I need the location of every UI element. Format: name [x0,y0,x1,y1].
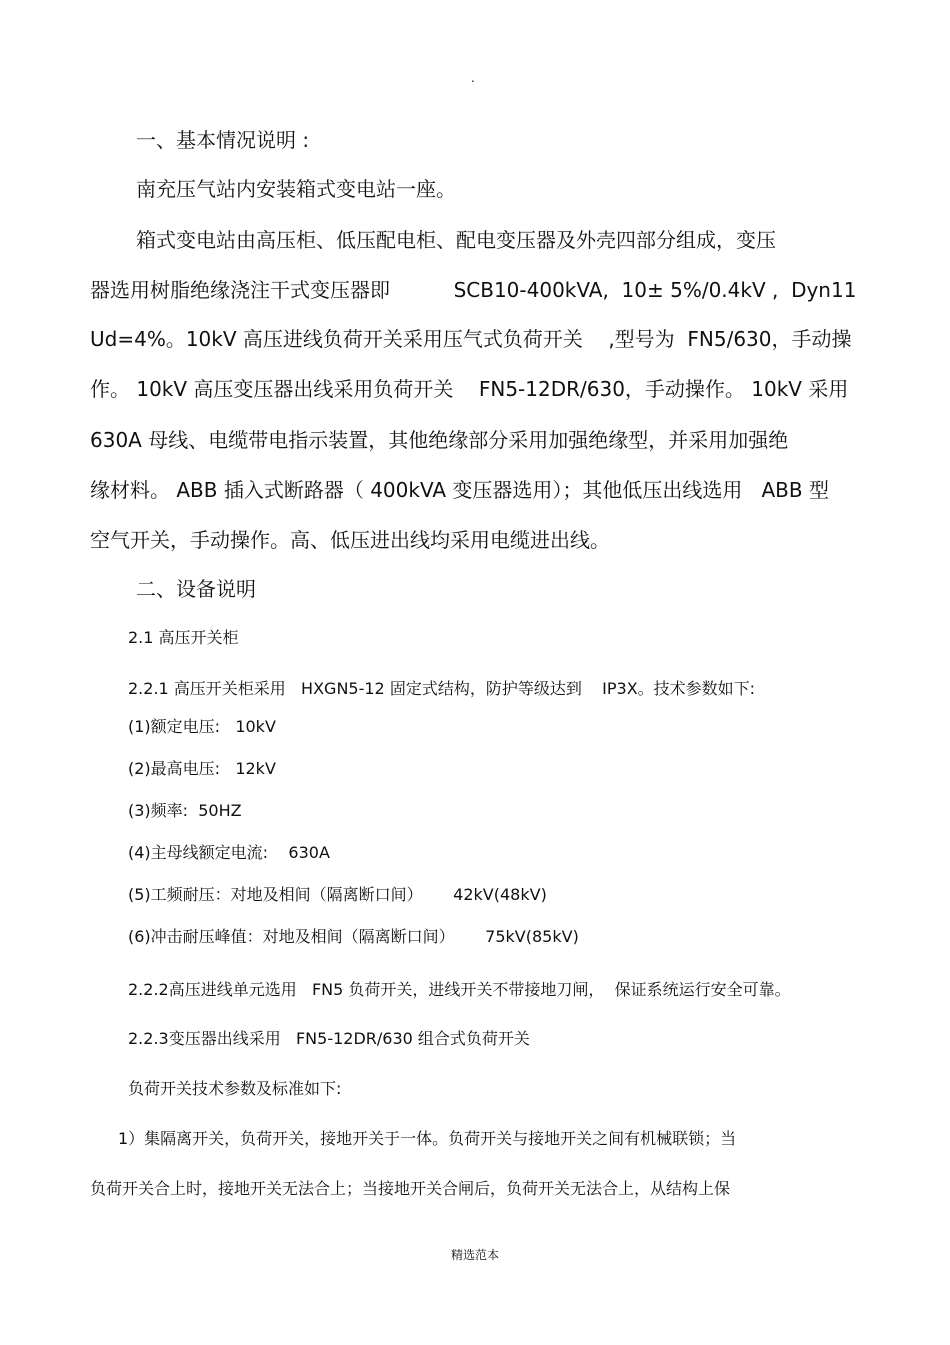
section-1-paragraph-2-line-3: Ud=4%。10kV 高压进线负荷开关采用压气式负荷开关 ,型号为 FN5/630，手动操 [90,327,852,351]
section-1-paragraph-2-line-1: 箱式变电站由高压柜、低压配电柜、配电变压器及外壳四部分组成，变压 [136,228,776,252]
section-2-2-2-text: 2.2.2高压进线单元选用 FN5 负荷开关，进线开关不带接地刀闸， 保证系统运行安全可靠。 [128,980,791,999]
section-1-paragraph-2-line-2: 器选用树脂绝缘浇注干式变压器即 SCB10-400kVA, 10± 5%/0.4kV , Dyn11 [90,278,857,302]
param-main-busbar-current: (4)主母线额定电流: 630A [128,843,330,862]
section-1-paragraph-2-line-4: 作。 10kV 高压变压器出线采用负荷开关 FN5-12DR/630，手动操作。 10kV 采用 [90,377,849,401]
section-1-paragraph-2-line-6: 缘材料。 ABB 插入式断路器（ 400kVA 变压器选用）；其他低压出线选用 ABB 型 [90,478,829,502]
item-1-line-1: 1）集隔离开关，负荷开关，接地开关于一体。负荷开关与接地开关之间有机械联锁；当 [118,1129,737,1148]
param-impulse-withstand-peak: (6)冲击耐压峰值：对地及相间（隔离断口间） 75kV(85kV) [128,927,579,946]
item-1-line-2: 负荷开关合上时，接地开关无法合上；当接地开关合闸后，负荷开关无法合上，从结构上保 [90,1179,731,1198]
param-frequency: (3)频率: 50HZ [128,801,242,820]
load-switch-intro: 负荷开关技术参数及标准如下: [128,1079,342,1098]
param-power-frequency-withstand: (5)工频耐压：对地及相间（隔离断口间） 42kV(48kV) [128,885,547,904]
section-2-1-title: 2.1 高压开关柜 [128,628,239,647]
section-2-2-1-text: 2.2.1 高压开关柜采用 HXGN5-12 固定式结构，防护等级达到 IP3X。技术参数如下: [128,679,756,698]
page-footer: 精选范本 [450,1248,499,1262]
section-1-heading: 一、基本情况说明 : [136,128,310,152]
param-rated-voltage: (1)额定电压: 10kV [128,717,276,736]
section-1-paragraph-1: 南充压气站内安装箱式变电站一座。 [136,177,456,201]
param-max-voltage: (2)最高电压: 12kV [128,759,276,778]
section-1-paragraph-2-line-5: 630A 母线、电缆带电指示装置，其他绝缘部分采用加强绝缘型，并采用加强绝 [90,428,789,452]
section-2-heading: 二、设备说明 [136,577,256,601]
section-1-paragraph-2-line-7: 空气开关，手动操作。高、低压进出线均采用电缆进出线。 [90,528,610,552]
header-mark: . [471,71,475,85]
section-2-2-3-text: 2.2.3变压器出线采用 FN5-12DR/630 组合式负荷开关 [128,1029,530,1048]
